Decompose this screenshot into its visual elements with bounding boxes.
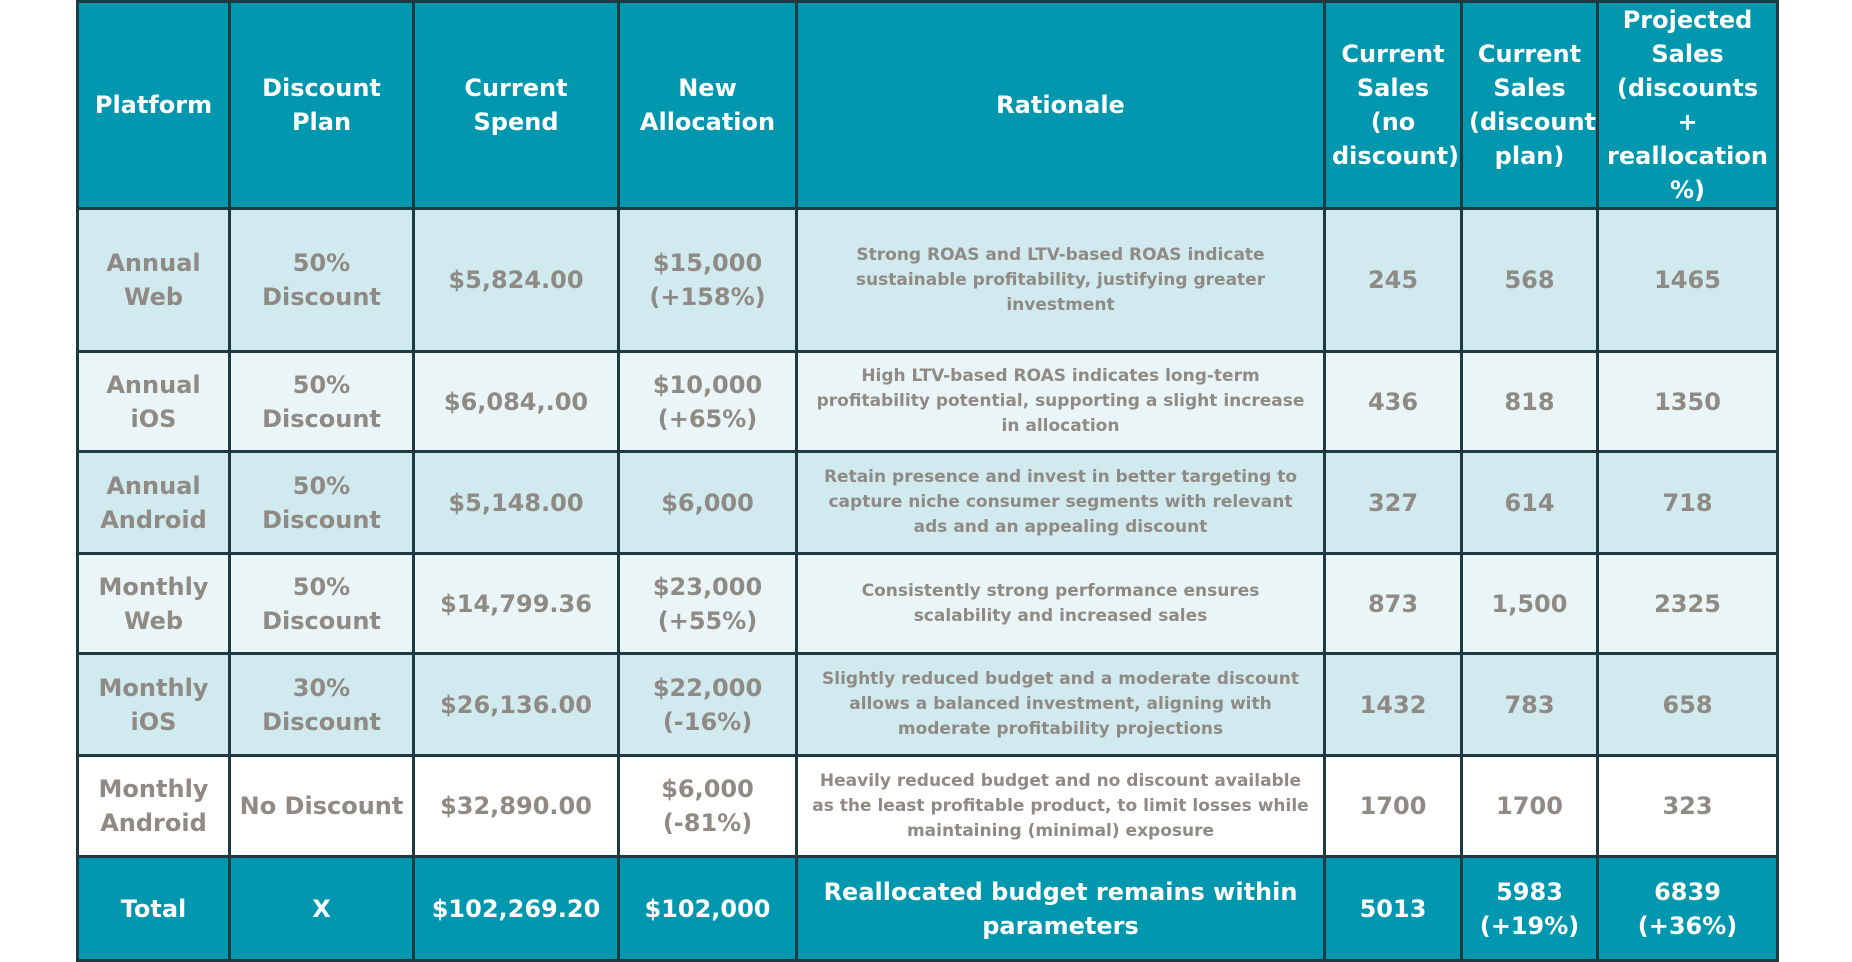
platform-cell: Annual iOS: [78, 352, 230, 452]
table-row: [78, 654, 1778, 756]
projected-sales-cell: 1350: [1598, 352, 1778, 452]
projected-sales-cell: 323: [1598, 756, 1778, 857]
header-row: [78, 2, 1778, 209]
platform-cell: Annual Android: [78, 452, 230, 554]
header-rationale: Rationale: [797, 2, 1325, 209]
header-platform: Platform: [78, 2, 230, 209]
current-sales-discount-plan-cell: 568: [1462, 209, 1598, 352]
platform-cell: Monthly Web: [78, 554, 230, 654]
current-sales-no-discount-cell: 327: [1325, 452, 1462, 554]
platform-cell: Monthly iOS: [78, 654, 230, 756]
table-row: [78, 554, 1778, 654]
table-row: [78, 352, 1778, 452]
header-new-allocation: New Allocation: [619, 2, 797, 209]
projected-sales-cell: 718: [1598, 452, 1778, 554]
platform-cell: Annual Web: [78, 209, 230, 352]
total-current-sales-discount-plan-cell: 5983 (+19%): [1462, 857, 1598, 961]
current-sales-no-discount-cell: 1700: [1325, 756, 1462, 857]
total-discount-plan-cell: X: [230, 857, 414, 961]
discount-plan-cell: 50% Discount: [230, 352, 414, 452]
rationale-cell: Strong ROAS and LTV-based ROAS indicate sustainable profitability, justifying greater investment: [797, 209, 1325, 352]
table-row: [78, 756, 1778, 857]
total-platform-cell: Total: [78, 857, 230, 961]
current-sales-no-discount-cell: 436: [1325, 352, 1462, 452]
rationale-cell: Consistently strong performance ensures scalability and increased sales: [797, 554, 1325, 654]
current-spend-cell: $5,824.00: [414, 209, 619, 352]
current-spend-cell: $6,084,.00: [414, 352, 619, 452]
budget-table-container: [76, 0, 1776, 962]
total-current-spend-cell: $102,269.20: [414, 857, 619, 961]
rationale-cell: Retain presence and invest in better targeting to capture niche consumer segments with relevant ads and an appealing discount: [797, 452, 1325, 554]
current-sales-discount-plan-cell: 818: [1462, 352, 1598, 452]
current-spend-cell: $14,799.36: [414, 554, 619, 654]
total-projected-sales-cell: 6839 (+36%): [1598, 857, 1778, 961]
total-new-allocation-cell: $102,000: [619, 857, 797, 961]
total-rationale-cell: Reallocated budget remains within parameters: [797, 857, 1325, 961]
current-sales-discount-plan-cell: 1700: [1462, 756, 1598, 857]
current-sales-no-discount-cell: 1432: [1325, 654, 1462, 756]
header-current-sales-discount-plan: Current Sales (discount plan): [1462, 2, 1598, 209]
projected-sales-cell: 1465: [1598, 209, 1778, 352]
table-row: [78, 452, 1778, 554]
projected-sales-cell: 658: [1598, 654, 1778, 756]
current-sales-discount-plan-cell: 614: [1462, 452, 1598, 554]
current-sales-discount-plan-cell: 1,500: [1462, 554, 1598, 654]
discount-plan-cell: 50% Discount: [230, 554, 414, 654]
discount-plan-cell: No Discount: [230, 756, 414, 857]
current-spend-cell: $5,148.00: [414, 452, 619, 554]
current-spend-cell: $32,890.00: [414, 756, 619, 857]
new-allocation-cell: $10,000 (+65%): [619, 352, 797, 452]
new-allocation-cell: $6,000: [619, 452, 797, 554]
header-projected-sales: Projected Sales (discounts + reallocation %): [1598, 2, 1778, 209]
table-row: [78, 209, 1778, 352]
current-sales-discount-plan-cell: 783: [1462, 654, 1598, 756]
new-allocation-cell: $15,000 (+158%): [619, 209, 797, 352]
rationale-cell: Heavily reduced budget and no discount available as the least profitable product, to limit losses while maintaining (minimal) exposure: [797, 756, 1325, 857]
new-allocation-cell: $6,000 (-81%): [619, 756, 797, 857]
discount-plan-cell: 30% Discount: [230, 654, 414, 756]
current-spend-cell: $26,136.00: [414, 654, 619, 756]
total-row: [78, 857, 1778, 961]
rationale-cell: Slightly reduced budget and a moderate discount allows a balanced investment, aligning with moderate profitability projections: [797, 654, 1325, 756]
rationale-cell: High LTV-based ROAS indicates long-term profitability potential, supporting a slight increase in allocation: [797, 352, 1325, 452]
discount-plan-cell: 50% Discount: [230, 452, 414, 554]
platform-cell: Monthly Android: [78, 756, 230, 857]
new-allocation-cell: $23,000 (+55%): [619, 554, 797, 654]
header-current-sales-no-discount: Current Sales (no discount): [1325, 2, 1462, 209]
current-sales-no-discount-cell: 245: [1325, 209, 1462, 352]
header-current-spend: Current Spend: [414, 2, 619, 209]
projected-sales-cell: 2325: [1598, 554, 1778, 654]
budget-reallocation-table: [76, 0, 1779, 962]
current-sales-no-discount-cell: 873: [1325, 554, 1462, 654]
header-discount-plan: Discount Plan: [230, 2, 414, 209]
total-current-sales-no-discount-cell: 5013: [1325, 857, 1462, 961]
new-allocation-cell: $22,000 (-16%): [619, 654, 797, 756]
discount-plan-cell: 50% Discount: [230, 209, 414, 352]
